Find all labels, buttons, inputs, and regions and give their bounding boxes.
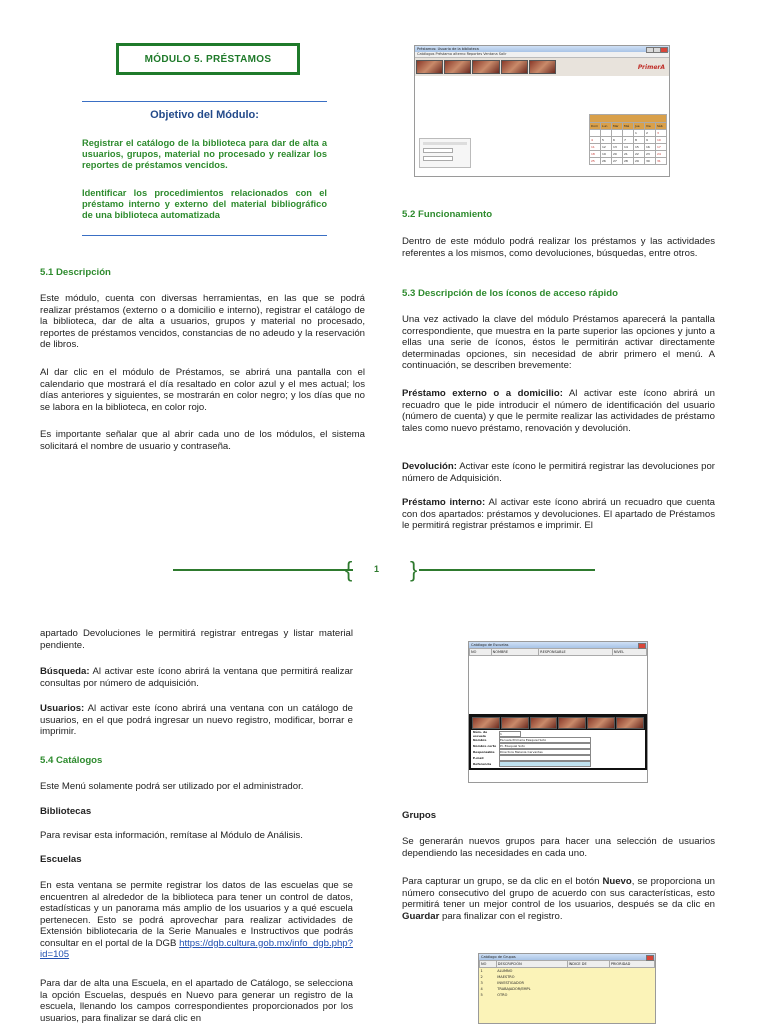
calendar-day[interactable]: 7: [623, 137, 634, 144]
calendar-day[interactable]: 1: [634, 130, 645, 137]
groups-paragraph-2: Para capturar un grupo, se da clic en el botón Nuevo, se proporciona un número consecutivo del grupo de acuerdo con sus características, esto permitirá tener un mejor control de los usuarios, después se da clic en Guardar para finalizar con el registro.: [402, 876, 715, 922]
edit-icon: [501, 717, 529, 729]
calendar-day[interactable]: [590, 130, 601, 137]
module-title-box: [116, 43, 300, 75]
quick-access-icons: [415, 59, 557, 75]
column-header[interactable]: NO: [480, 961, 497, 968]
calendar-day[interactable]: [623, 130, 634, 137]
objective-heading: Objetivo del Módulo:: [150, 109, 259, 121]
table-cell: OTRO: [497, 993, 508, 997]
calendar-day[interactable]: 31: [656, 158, 667, 165]
users-paragraph: [40, 703, 353, 738]
groups-paragraph-1: Se generarán nuevos grupos para hacer una selección de usuarios dependiendo las necesidades en cada uno.: [402, 836, 715, 859]
form-field[interactable]: Directora Melania Cervantes: [499, 749, 591, 755]
prestamos-window-screenshot: [414, 45, 670, 177]
section-5-4-heading: 5.4 Catálogos: [40, 755, 103, 766]
table-cell: TRABAJADOR/EMPL: [497, 987, 531, 991]
internal-loan-icon: [472, 60, 499, 74]
groups-catalog-screenshot: [478, 953, 656, 1024]
calendar-day-header: Sáb: [656, 123, 667, 130]
schools-heading: Escuelas: [40, 854, 82, 865]
calendar-day[interactable]: 25: [590, 158, 601, 165]
calendar-day[interactable]: 2: [645, 130, 656, 137]
footer-brace-right: }: [410, 557, 418, 582]
calendar-day[interactable]: 20: [612, 151, 623, 158]
external-loan-icon: [416, 60, 443, 74]
print-icon: [558, 717, 586, 729]
calendar-day[interactable]: 23: [645, 151, 656, 158]
calendar-day-header: Dom: [590, 123, 601, 130]
internal-loan-paragraph: [402, 497, 715, 532]
section-5-1-paragraph-1: Este módulo, cuenta con diversas herramientas, en las que se podrá realizar préstamos (externo o a domicilio e interno), registrar el catálogo de la biblioteca, dar de alta a usuarios, grupos y material no procesado, reportes de préstamos vencidos, constancias de no adeudo y la reservación de libros.: [40, 293, 365, 350]
table-cell: 5: [480, 993, 483, 997]
form-label: Núm. de escuela: [473, 730, 488, 738]
calendar-day[interactable]: 8: [634, 137, 645, 144]
return-paragraph: [402, 461, 715, 484]
window-menu-bar: Catálogos Préstamo alterno Reportes Ventana Salir: [415, 52, 669, 58]
schools-paragraph-1: [40, 880, 353, 961]
calendar-day[interactable]: 16: [645, 144, 656, 151]
window-title: Préstamos: Usuario de la biblioteca: [417, 47, 479, 51]
calendar-day[interactable]: 22: [634, 151, 645, 158]
objective-text-1: Registrar el catálogo de la biblioteca para dar de alta a usuarios, grupos, material no procesado y realizar los reportes de préstamos vencidos.: [82, 138, 327, 170]
search-paragraph: [40, 666, 353, 689]
window-title-bar: [415, 46, 669, 52]
section-5-2-heading: 5.2 Funcionamiento: [402, 209, 493, 220]
section-5-1-heading: 5.1 Descripción: [40, 267, 111, 278]
close-icon: [660, 47, 668, 53]
schools-toolbar: [471, 716, 645, 730]
calendar-day[interactable]: 27: [612, 158, 623, 165]
calendar-day[interactable]: 6: [612, 137, 623, 144]
calendar-day[interactable]: 17: [656, 144, 667, 151]
continued-paragraph: apartado Devoluciones le permitirá registrar entregas y listar material pendiente.: [40, 628, 353, 651]
calendar-day[interactable]: 10: [656, 137, 667, 144]
calendar-day[interactable]: 28: [623, 158, 634, 165]
calendar-day[interactable]: 24: [656, 151, 667, 158]
schools-window-title-bar: [469, 642, 647, 648]
calendar-day[interactable]: [601, 130, 612, 137]
search-label: Búsqueda:: [40, 666, 90, 677]
section-5-1-paragraph-2: Al dar clic en el módulo de Préstamos, se abrirá una pantalla con el calendario que mostrará el día resaltado en color azul y el mes actual; los días anteriores y siguientes, se mostrarán en color negro; y los días que no se labora en la biblioteca, en color rojo.: [40, 367, 365, 413]
schools-window-title: Catálogo de Escuelas: [471, 643, 509, 647]
section-5-4-paragraph: Este Menú solamente podrá ser utilizado por el administrador.: [40, 781, 304, 792]
section-5-2-paragraph: Dentro de este módulo podrá realizar los préstamos y las actividades referentes a los mismos, como devoluciones, búsquedas, entre otros.: [402, 236, 715, 259]
delete-icon: [530, 717, 558, 729]
objective-bottom-rule: [82, 235, 327, 236]
form-label: E-mail: [473, 756, 484, 760]
dgb-portal-link[interactable]: https://dgb.cultura.gob.mx/info_dgb.php?id=105: [40, 937, 353, 960]
column-header[interactable]: ÍNDICE DE: [567, 961, 609, 968]
column-header[interactable]: NOMBRE: [491, 649, 539, 656]
calendar-day-header: Vie: [645, 123, 656, 130]
calendar-day[interactable]: 30: [645, 158, 656, 165]
return-text: Activar este ícono le permitirá registrar las devoluciones por número de Adquisición.: [402, 461, 715, 484]
calendar-day[interactable]: 15: [634, 144, 645, 151]
footer-rule-left: [173, 569, 353, 571]
form-field[interactable]: 1: [499, 731, 521, 737]
objective-top-rule: [82, 101, 327, 102]
return-label: Devolución:: [402, 461, 457, 472]
table-cell: ALUMNO: [497, 969, 513, 973]
search-icon: [501, 60, 528, 74]
form-label: Nombre corto: [473, 744, 497, 748]
calendar-day[interactable]: 21: [623, 151, 634, 158]
form-field[interactable]: [499, 761, 591, 767]
page-number: 1: [374, 564, 380, 574]
objective-text-2: Identificar los procedimientos relacionados con el préstamo interno y externo del material bibliográfico de una biblioteca automatizada: [82, 188, 327, 220]
libraries-heading: Bibliotecas: [40, 806, 92, 817]
calendar-day[interactable]: 13: [612, 144, 623, 151]
users-text: Al activar este ícono abrirá una ventana con un catálogo de usuarios, en el que podrá ingresar un nuevo registro, modificar, borrar e imprimir.: [40, 703, 353, 737]
section-5-3-paragraph: Una vez activado la clave del módulo Préstamos aparecerá la pantalla correspondiente, que muestra en la parte superior las opciones y junto a ellas una serie de íconos, éstos le permitirán activar directamente determinadas opciones, sin necesidad de abrir primero el menú. A continuación, se describen brevemente:: [402, 314, 715, 371]
section-5-1-paragraph-3: Es importante señalar que al abrir cada uno de los módulos, el sistema solicitará el nombre de usuario y contraseña.: [40, 429, 365, 452]
calendar-day[interactable]: 26: [601, 158, 612, 165]
calendar-day-header: Mié: [623, 123, 634, 130]
schools-text: En esta ventana se permite registrar los datos de las escuelas que se encuentren al alrededor de la biblioteca para tener un control de datos, estadísticas y un panorama más amplio de los usuarios y a qué escuela pertenecen. Esto se podrá aprovechar para realizar actividades de Extensión bibliotecaria de la Serie Manuales e Instructivos que podrás consultar en el portal de la DGB: [40, 880, 353, 949]
calendar-day[interactable]: 18: [590, 151, 601, 158]
calendar-day-header: Lun: [601, 123, 612, 130]
table-cell: MAESTRO: [497, 975, 515, 979]
schools-table: [469, 648, 647, 656]
column-header[interactable]: DESCRIPCIÓN: [496, 961, 567, 968]
footer-brace-left: {: [345, 557, 353, 582]
users-icon: [529, 60, 556, 74]
save-icon: [587, 717, 615, 729]
external-loan-label: Préstamo externo o a domicilio:: [402, 388, 563, 399]
cancel-icon: [616, 717, 644, 729]
calendar-day[interactable]: 5: [601, 137, 612, 144]
new-keyword: Nuevo: [602, 876, 632, 887]
schools-catalog-screenshot: [468, 641, 648, 783]
internal-loan-label: Préstamo interno:: [402, 497, 486, 508]
table-cell: INVESTIGADOR: [497, 981, 524, 985]
schools-form: [471, 730, 645, 768]
groups-window-title: Catálogo de Grupos: [481, 955, 516, 959]
schools-paragraph-2: Para dar de alta una Escuela, en el apartado de Catálogo, se selecciona la opción Escuelas, después en Nuevo para generar un registro de la escuela, llenando los campos correspondientes proporcionados por los usuarios, para finalizar se dará clic en: [40, 978, 353, 1024]
module-title: MÓDULO 5. PRÉSTAMOS: [144, 53, 272, 65]
new-icon: [472, 717, 500, 729]
login-panel: [419, 138, 471, 168]
calendar-day[interactable]: 19: [601, 151, 612, 158]
form-label: Nombre: [473, 738, 487, 742]
groups-window-title-bar: [479, 954, 655, 960]
search-text: Al activar este ícono abrirá la ventana que permitirá realizar consultas por número de adquisición.: [40, 666, 353, 689]
brand-logo: PrimerA: [637, 63, 665, 71]
column-header[interactable]: NIVEL: [612, 649, 646, 656]
calendar-day[interactable]: 14: [623, 144, 634, 151]
libraries-paragraph: Para revisar esta información, remítase al Módulo de Análisis.: [40, 830, 303, 841]
calendar-day[interactable]: 12: [601, 144, 612, 151]
groups-list: [479, 960, 655, 1024]
section-5-3-heading: 5.3 Descripción de los íconos de acceso rápido: [402, 288, 618, 299]
calendar-day-header: Jue: [634, 123, 645, 130]
calendar-day[interactable]: 3: [656, 130, 667, 137]
table-cell: 3: [480, 981, 483, 985]
external-loan-text: Al activar este ícono abrirá un recuadro que le pide introducir el número de identificación del usuario (número de cuenta) y que le permite realizar las actividades de préstamo tales como nuevo préstamo, renovación y devolución.: [402, 388, 715, 434]
save-keyword: Guardar: [402, 910, 440, 922]
close-icon: [638, 643, 646, 649]
calendar-day[interactable]: 11: [590, 144, 601, 151]
calendar-day[interactable]: 4: [590, 137, 601, 144]
form-field[interactable]: Escuela Primaria Ezequiel Soto: [499, 737, 591, 743]
table-cell: 2: [480, 975, 483, 979]
internal-loan-text: Al activar este ícono abrirá un recuadro que cuenta con dos apartados: préstamos y devoluciones. El apartado de Préstamos le permitirá registrar préstamos e imprimir. El: [402, 497, 715, 531]
table-cell: 1: [480, 969, 483, 973]
column-header[interactable]: PRIORIDAD: [609, 961, 654, 968]
return-icon: [444, 60, 471, 74]
calendar: [589, 114, 667, 165]
calendar-day-header: Mar: [612, 123, 623, 130]
form-field[interactable]: Pr. Ezequiel Soto: [499, 743, 591, 749]
footer-rule-right: [419, 569, 595, 571]
table-cell: 4: [480, 987, 483, 991]
calendar-day[interactable]: 9: [645, 137, 656, 144]
calendar-day[interactable]: [612, 130, 623, 137]
column-header[interactable]: RESPONSABLE: [539, 649, 613, 656]
form-label: Responsable: [473, 750, 495, 754]
column-header[interactable]: NO: [470, 649, 492, 656]
groups-heading: Grupos: [402, 810, 437, 821]
form-label: Referencia: [473, 762, 492, 766]
calendar-day[interactable]: 29: [634, 158, 645, 165]
close-icon: [646, 955, 654, 961]
external-loan-paragraph: [402, 388, 715, 434]
table-row[interactable]: [480, 992, 655, 998]
users-label: Usuarios:: [40, 703, 85, 714]
